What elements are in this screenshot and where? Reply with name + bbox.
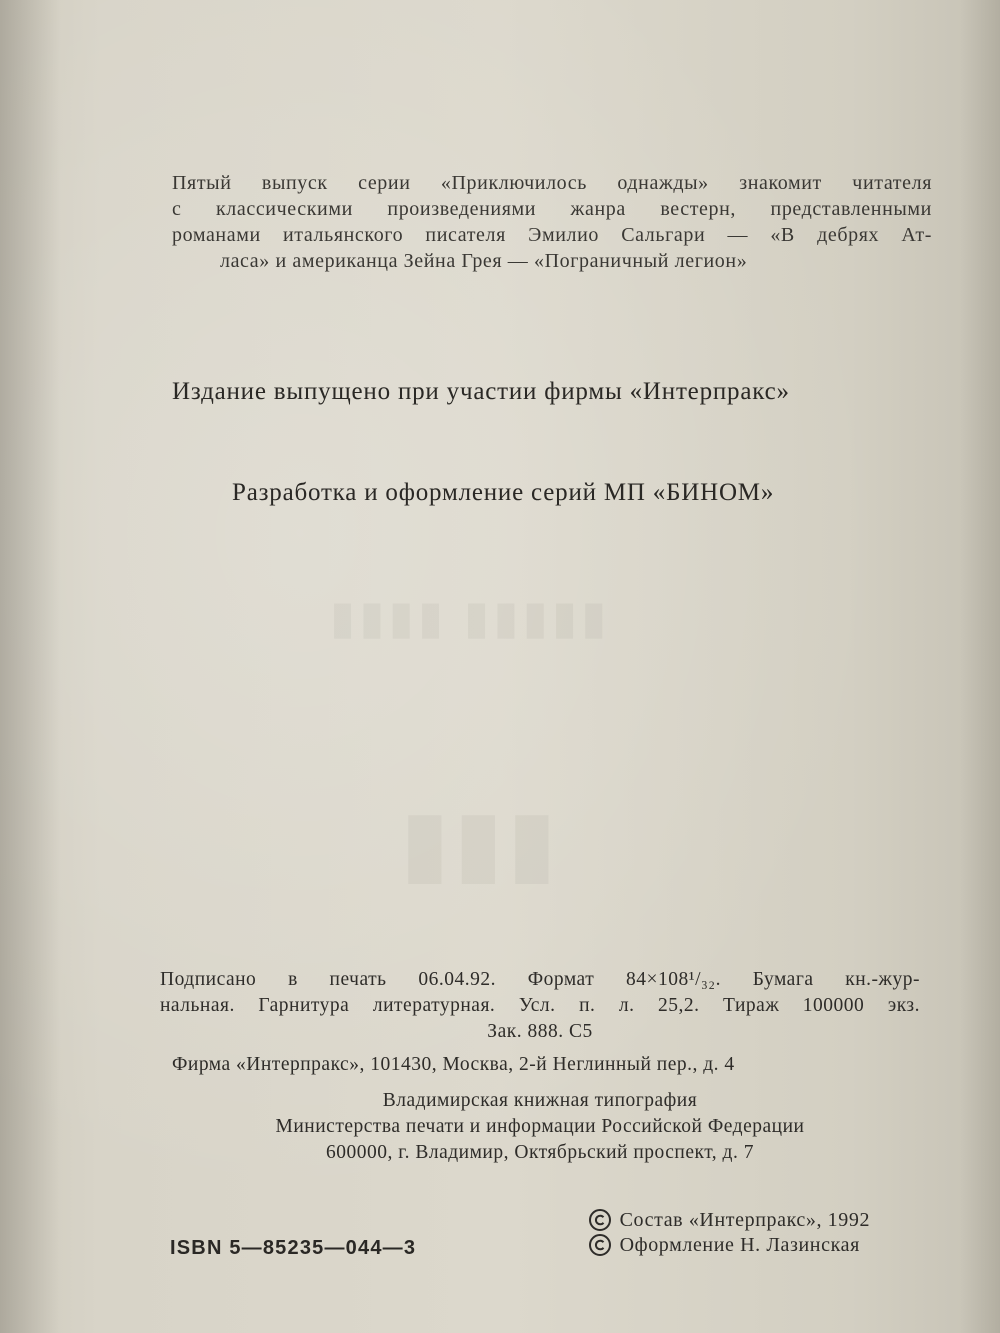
show-through-text: ▮▮▮ [400,793,561,893]
copyright-line [588,1208,870,1234]
print-details-line: Зак. 888. С5 [487,1021,593,1042]
copyright-design: Оформление Н. Лазинская [619,1234,860,1256]
annotation-paragraph [172,170,932,274]
participation-notice: Издание выпущено при участии фирмы «Интерпракс» [172,378,790,405]
annotation-line: романами итальянского писателя Эмилио Сальгари — «В дебрях Ат- [172,224,932,246]
copyright-icon [588,1233,614,1259]
binding-shadow [0,0,60,1333]
copyright-icon [588,1208,614,1234]
print-details [160,967,920,1045]
printer-line: Владимирская книжная типография [382,1090,698,1111]
annotation-line: с классическими произведениями жанра вестерн, представленными [172,198,932,220]
show-through-text: ▮▮▮▮ ▮▮▮▮▮ [330,591,611,643]
annotation-line: ласа» и американца Зейна Грея — «Пограничный легион» [220,250,748,272]
copyright-line [588,1233,860,1259]
series-design-notice: Разработка и оформление серий МП «БИНОМ» [232,479,775,506]
print-details-line: нальная. Гарнитура литературная. Усл. п. л. 25,2. Тираж 100000 экз. [160,995,920,1016]
isbn: ISBN 5—85235—044—3 [170,1237,417,1259]
annotation-line: Пятый выпуск серии «Приключилось однажды» знакомит читателя [172,172,932,194]
copyright-compilation: Состав «Интерпракс», 1992 [619,1209,871,1231]
print-details-line: Подписано в печать 06.04.92. Формат 84×108¹/₃₂. Бумага кн.-жур- [160,969,920,990]
printer-info [190,1088,890,1166]
publisher-address: Фирма «Интерпракс», 101430, Москва, 2-й Неглинный пер., д. 4 [172,1054,735,1075]
page-edge-shadow [960,0,1000,1333]
printer-line: 600000, г. Владимир, Октябрьский проспект, д. 7 [326,1142,754,1163]
printer-line: Министерства печати и информации Российской Федерации [275,1116,805,1137]
